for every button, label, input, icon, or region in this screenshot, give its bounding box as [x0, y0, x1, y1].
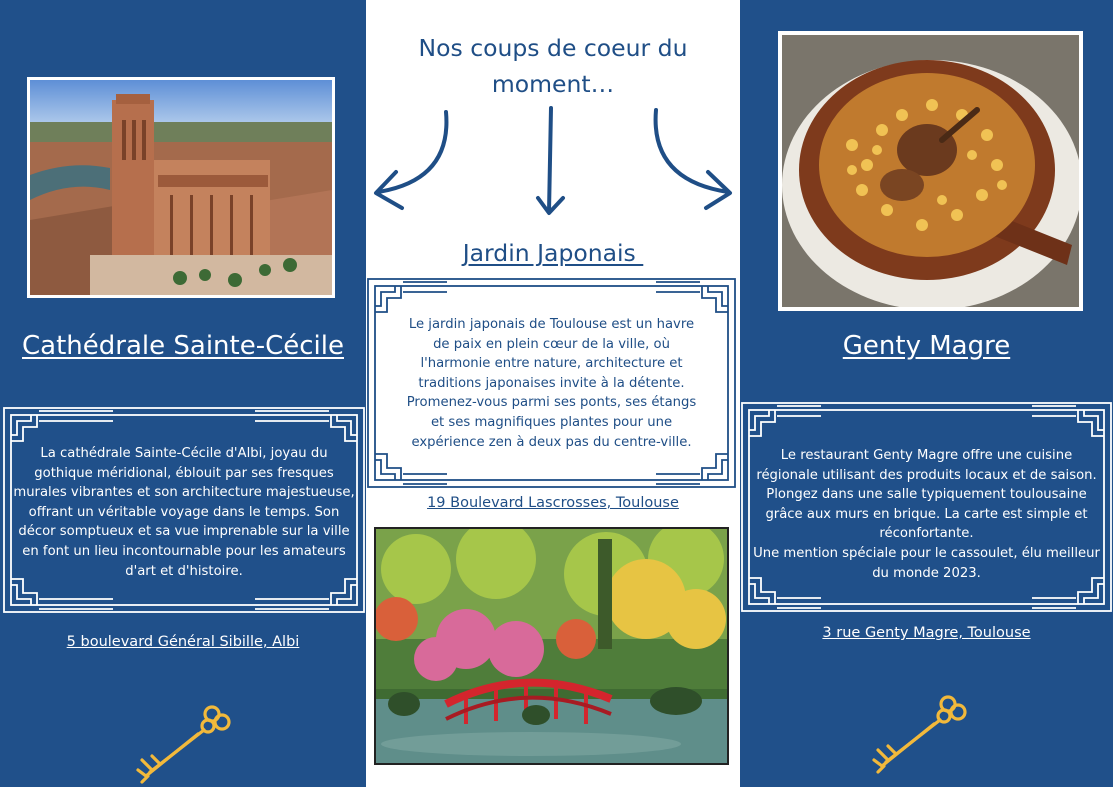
middle-address-link[interactable]: 19 Boulevard Lascrosses, Toulouse — [427, 495, 679, 511]
cassoulet-photo — [778, 31, 1083, 311]
cathedral-photo — [27, 77, 335, 298]
middle-description: Le jardin japonais de Toulouse est un havre de paix en plein cœur de la ville, où l'harmonie entre nature, architecture et traditions japonaises invite à la détente. Promenez-vous parmi ses ponts, ses étangs et ses magnifiques plantes pour une expérience zen à deux pas du centre-ville. — [406, 317, 697, 450]
right-description-box — [741, 402, 1112, 612]
key-icon — [868, 690, 968, 775]
key-icon — [132, 700, 232, 785]
japanese-garden-photo — [374, 527, 729, 765]
left-address-link[interactable]: 5 boulevard Général Sibille, Albi — [66, 634, 300, 650]
middle-title[interactable]: Jardin Japonais — [462, 239, 644, 267]
right-description: Le restaurant Genty Magre offre une cuisine régionale utilisant des produits locaux et de saison. Plongez dans une salle typiquement toulousaine grâce aux murs en brique. La carte est simple et réconfortante. Une mention spéciale pour le cassoulet, élu meilleur du monde 2023. — [753, 448, 1100, 581]
left-description-box — [3, 407, 365, 613]
left-description: La cathédrale Sainte-Cécile d'Albi, joyau du gothique méridional, éblouit par ses fresques murales vibrantes et son architecture majestueuse, offrant un véritable voyage dans le temps. Son décor somptueux et sa vue imprenable sur la ville en font un lieu incontournable pour les amateurs d'art et d'histoire. — [13, 446, 355, 579]
right-title[interactable]: Genty Magre — [842, 331, 1011, 361]
left-title[interactable]: Cathédrale Sainte-Cécile — [22, 331, 344, 361]
header-title: Nos coups de coeur du moment… — [418, 34, 688, 98]
middle-description-box — [367, 278, 736, 488]
right-address-link[interactable]: 3 rue Genty Magre, Toulouse — [822, 625, 1031, 641]
hand-drawn-arrows — [366, 100, 740, 225]
